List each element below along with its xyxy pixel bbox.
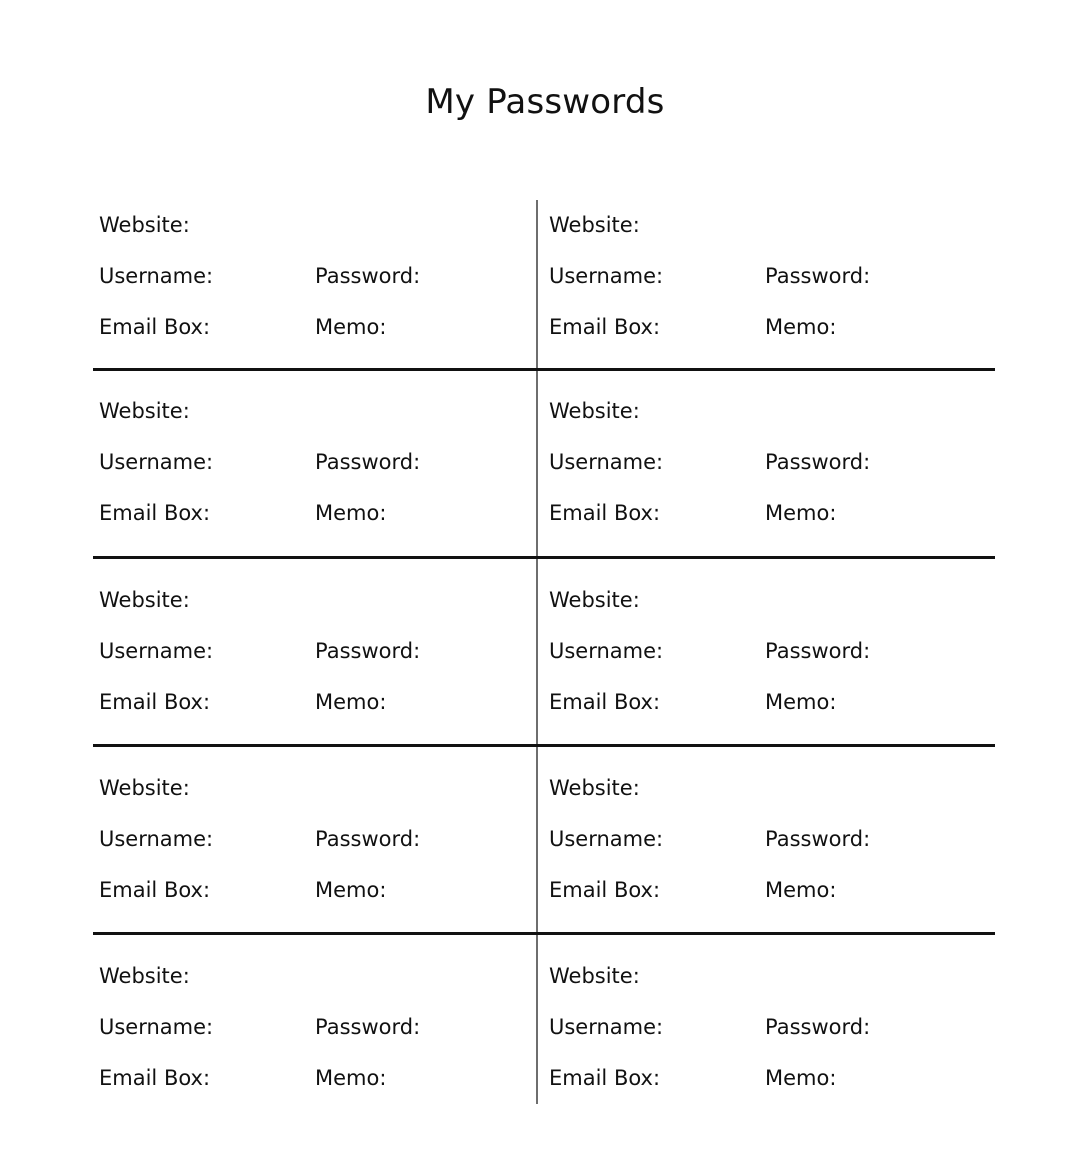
password-entry <box>93 763 533 933</box>
username-label: Username: <box>549 264 664 288</box>
email-box-label: Email Box: <box>99 1066 211 1090</box>
website-label: Website: <box>99 588 190 612</box>
password-entry <box>543 763 983 933</box>
password-label: Password: <box>765 639 871 663</box>
email-box-label: Email Box: <box>549 1066 661 1090</box>
username-label: Username: <box>99 639 214 663</box>
username-label: Username: <box>99 450 214 474</box>
password-entry <box>93 575 533 745</box>
row-divider <box>93 556 995 559</box>
password-grid <box>93 200 995 1104</box>
email-box-label: Email Box: <box>99 501 211 525</box>
password-label: Password: <box>315 639 421 663</box>
memo-label: Memo: <box>765 315 837 339</box>
vertical-divider <box>536 200 538 1104</box>
password-entry <box>93 951 533 1121</box>
website-label: Website: <box>549 213 640 237</box>
memo-label: Memo: <box>315 1066 387 1090</box>
website-label: Website: <box>549 964 640 988</box>
memo-label: Memo: <box>315 501 387 525</box>
username-label: Username: <box>99 827 214 851</box>
email-box-label: Email Box: <box>549 690 661 714</box>
memo-label: Memo: <box>765 1066 837 1090</box>
password-entry <box>543 951 983 1121</box>
username-label: Username: <box>99 1015 214 1039</box>
email-box-label: Email Box: <box>99 315 211 339</box>
email-box-label: Email Box: <box>549 501 661 525</box>
email-box-label: Email Box: <box>99 690 211 714</box>
password-label: Password: <box>315 450 421 474</box>
password-label: Password: <box>315 1015 421 1039</box>
website-label: Website: <box>99 399 190 423</box>
page-title: My Passwords <box>425 82 665 122</box>
username-label: Username: <box>549 639 664 663</box>
memo-label: Memo: <box>315 878 387 902</box>
website-label: Website: <box>99 776 190 800</box>
memo-label: Memo: <box>765 878 837 902</box>
memo-label: Memo: <box>765 690 837 714</box>
email-box-label: Email Box: <box>549 878 661 902</box>
password-label: Password: <box>765 264 871 288</box>
website-label: Website: <box>99 964 190 988</box>
memo-label: Memo: <box>315 315 387 339</box>
username-label: Username: <box>549 450 664 474</box>
password-entry <box>543 575 983 745</box>
website-label: Website: <box>99 213 190 237</box>
username-label: Username: <box>549 1015 664 1039</box>
password-label: Password: <box>765 450 871 474</box>
website-label: Website: <box>549 588 640 612</box>
username-label: Username: <box>549 827 664 851</box>
memo-label: Memo: <box>765 501 837 525</box>
website-label: Website: <box>549 776 640 800</box>
password-entry <box>93 386 533 556</box>
password-entry <box>543 200 983 370</box>
username-label: Username: <box>99 264 214 288</box>
email-box-label: Email Box: <box>549 315 661 339</box>
password-entry <box>543 386 983 556</box>
password-label: Password: <box>315 827 421 851</box>
website-label: Website: <box>549 399 640 423</box>
password-label: Password: <box>315 264 421 288</box>
memo-label: Memo: <box>315 690 387 714</box>
email-box-label: Email Box: <box>99 878 211 902</box>
password-label: Password: <box>765 1015 871 1039</box>
password-label: Password: <box>765 827 871 851</box>
password-entry <box>93 200 533 370</box>
